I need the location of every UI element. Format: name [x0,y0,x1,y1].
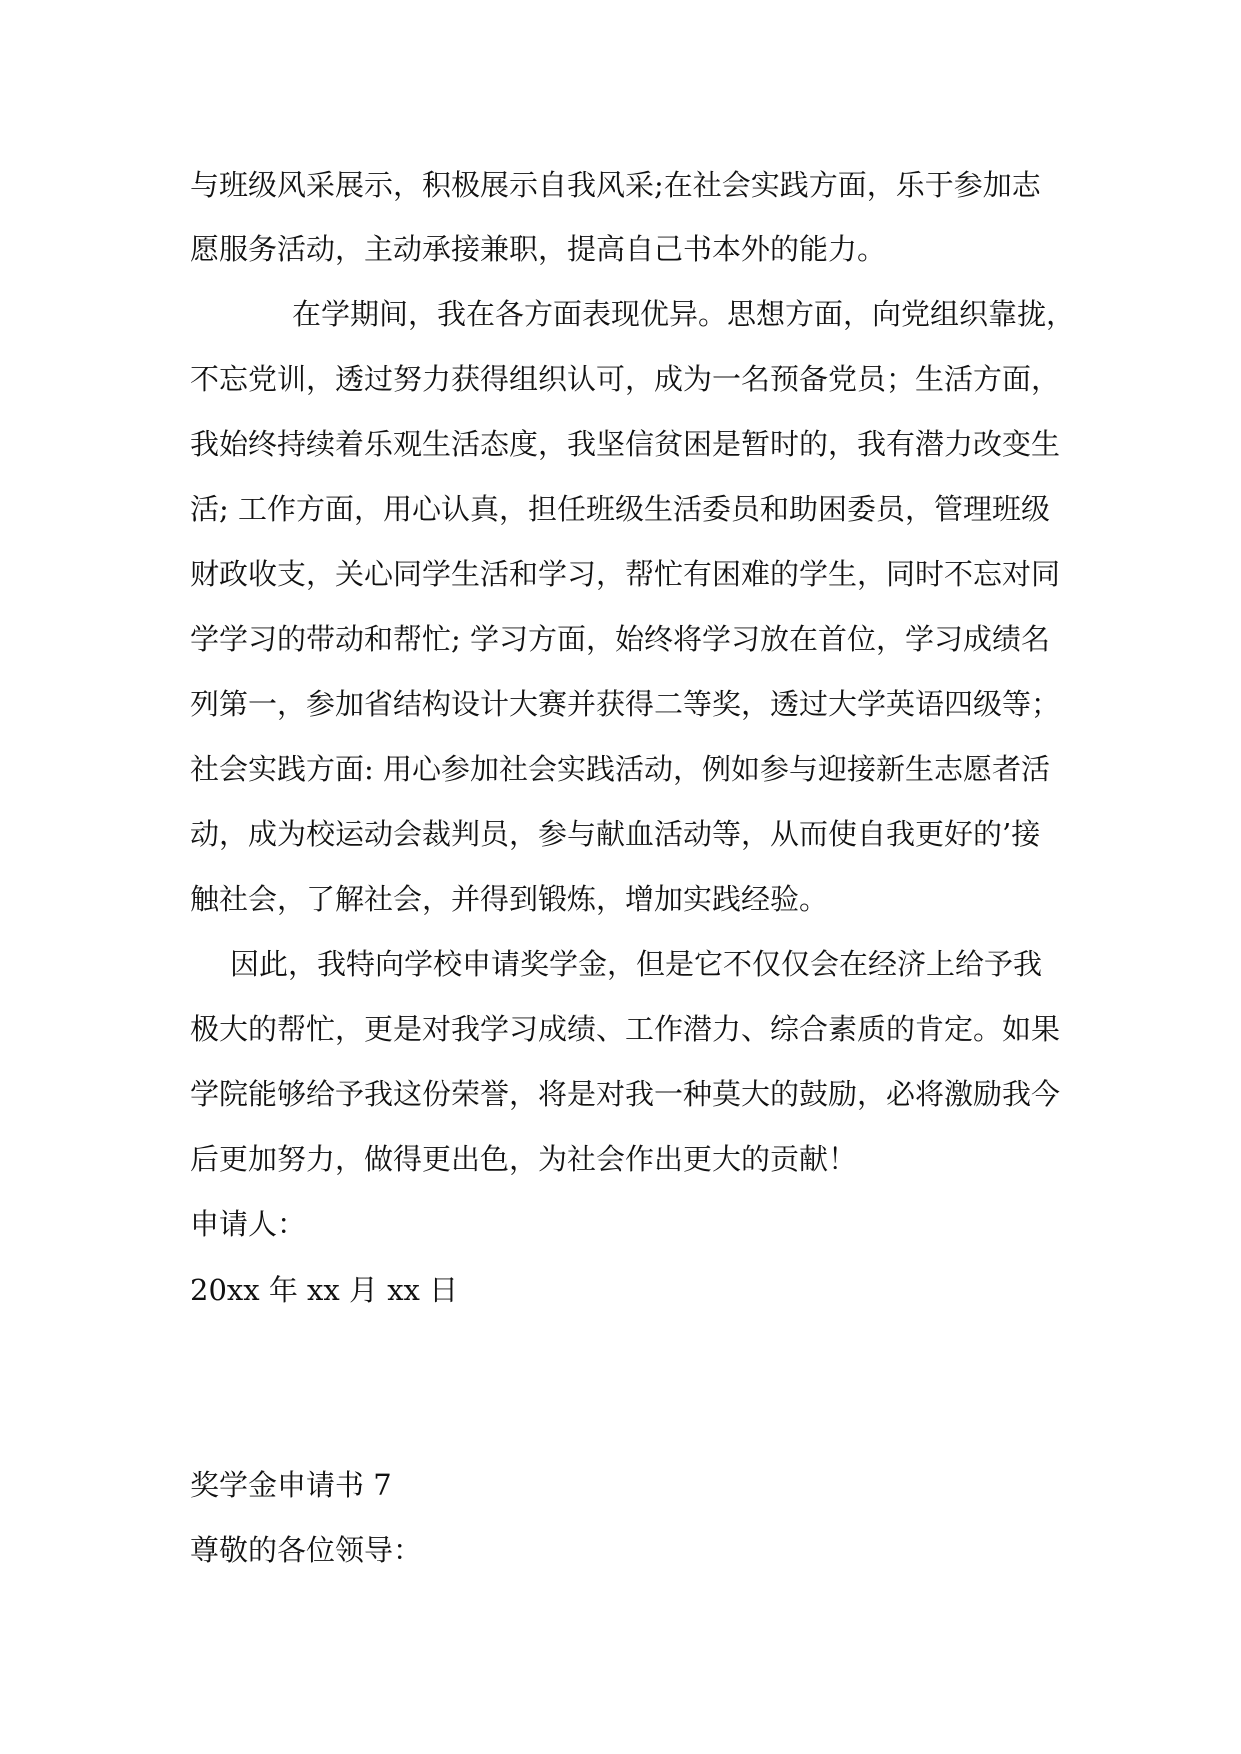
paragraph-line: 极大的帮忙，更是对我学习成绩、工作潜力、综合素质的肯定。如果 [190,1012,1061,1046]
paragraph-line: 因此，我特向学校申请奖学金，但是它不仅仅会在经济上给予我 [230,947,1043,981]
section-heading: 奖学金申请书 7 [190,1468,392,1502]
paragraph-line: 后更加努力，做得更出色，为社会作出更大的贡献！ [190,1142,858,1176]
paragraph-line: 不忘党训，透过努力获得组织认可，成为一名预备党员；生活方面， [190,362,1061,396]
applicant-label: 申请人： [190,1207,307,1241]
date-line: 20xx 年 xx 月 xx 日 [190,1273,459,1307]
paragraph-line: 我始终持续着乐观生活态度，我坚信贫困是暂时的，我有潜力改变生 [190,427,1061,461]
paragraph-line: 学院能够给予我这份荣誉，将是对我一种莫大的鼓励，必将激励我今 [190,1077,1061,1111]
salutation: 尊敬的各位领导： [190,1533,423,1567]
paragraph-line: 财政收支，关心同学生活和学习，帮忙有困难的学生，同时不忘对同 [190,557,1061,591]
paragraph-line: 列第一，参加省结构设计大赛并获得二等奖，透过大学英语四级等； [190,687,1061,721]
paragraph-line: 活; 工作方面，用心认真，担任班级生活委员和助困委员，管理班级 [190,492,1050,526]
paragraph-line: 动，成为校运动会裁判员，参与献血活动等，从而使自我更好的’接 [190,817,1041,851]
paragraph-line: 与班级风采展示，积极展示自我风采;在社会实践方面，乐于参加志 [190,168,1041,202]
paragraph-line: 社会实践方面: 用心参加社会实践活动，例如参与迎接新生志愿者活 [190,752,1050,786]
paragraph-line: 在学期间，我在各方面表现优异。思想方面，向党组织靠拢， [292,297,1076,331]
paragraph-line: 学学习的带动和帮忙; 学习方面，始终将学习放在首位，学习成绩名 [190,622,1050,656]
paragraph-line: 触社会，了解社会，并得到锻炼，增加实践经验。 [190,882,829,916]
paragraph-line: 愿服务活动，主动承接兼职，提高自己书本外的能力。 [190,232,887,266]
